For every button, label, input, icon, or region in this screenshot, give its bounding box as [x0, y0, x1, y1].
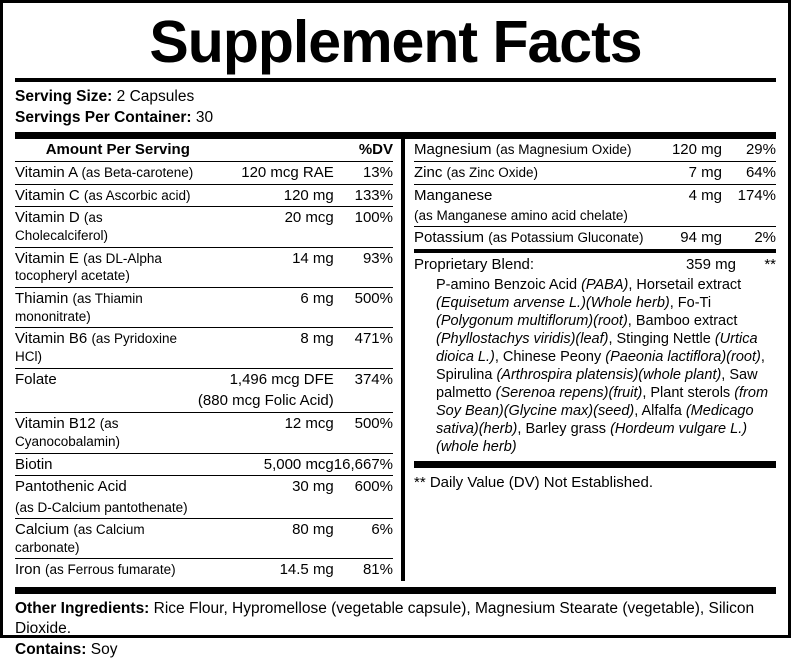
nutrient-dv: 16,667%: [334, 453, 393, 476]
nutrient-amount: 8 mg: [198, 328, 334, 368]
nutrient-dv: 64%: [722, 161, 776, 184]
amount-per-serving-header: Amount Per Serving: [15, 139, 198, 161]
serving-size-value: 2 Capsules: [116, 88, 195, 105]
other-ingredients: [15, 594, 776, 638]
blend-dv: **: [764, 255, 776, 273]
proprietary-blend-header: [414, 253, 776, 276]
serving-info: [15, 87, 776, 128]
nutrient-amount: 80 mg: [198, 518, 334, 558]
servings-per-container-label: Servings Per Container:: [15, 108, 192, 126]
nutrient-name: Magnesium: [414, 141, 492, 159]
nutrient-source: (as Beta-carotene): [81, 164, 194, 180]
nutrient-amount: 120 mg: [198, 184, 334, 207]
nutrient-name: Vitamin B12: [15, 415, 96, 433]
nutrition-table-right: [414, 139, 776, 249]
nutrient-dv: 600%: [354, 478, 393, 496]
serving-size-line: [15, 87, 776, 108]
table-row-continuation: [15, 498, 393, 518]
contains-statement: [15, 638, 776, 660]
nutrient-source: (as Manganese amino acid chelate): [414, 206, 667, 226]
serving-divider: [15, 132, 776, 139]
table-row: [15, 328, 393, 368]
table-header-row: [15, 139, 393, 161]
nutrition-column-left: [15, 139, 401, 581]
other-ingredients-value: Rice Flour, Hypromellose (vegetable capsule), Magnesium Stearate (vegetable), Silicon Dioxide.: [15, 599, 755, 637]
table-row: [15, 288, 393, 328]
contains-label: Contains:: [15, 641, 87, 659]
nutrition-columns: [15, 139, 776, 581]
nutrient-source: (as Magnesium Oxide): [495, 142, 632, 158]
nutrient-dv: 6%: [334, 518, 393, 558]
nutrient-name: Calcium: [15, 520, 70, 538]
nutrient-name: Vitamin A: [15, 163, 78, 181]
nutrient-name: Biotin: [15, 455, 53, 473]
nutrient-name: Iron: [15, 561, 41, 579]
serving-size-label: Serving Size:: [15, 88, 113, 105]
nutrient-source: (as DL-Alpha tocopheryl acetate): [15, 250, 162, 284]
nutrient-amount: 94 mg: [680, 229, 722, 247]
blend-ingredients: P-amino Benzoic Acid (PABA), Horsetail extract (Equisetum arvense L.)(Whole herb), Fo-Ti (Polygonum multiflorum)(root), Bamboo extract (Phyllostachys viridis)(leaf), Stinging Nettle (Urtica dioica L.), Chinese Peony (Paeonia lactiflora)(root), Spirulina (Arthrospira platensis)(whole plant), Saw palmetto (Serenoa repens)(fruit), Plant sterols (from Soy Bean)(Glycine max)(seed), Alfalfa (Medicago sativa)(herb), Barley grass (Hordeum vulgare L.)(whole herb): [436, 276, 769, 455]
servings-per-container-line: [15, 108, 776, 129]
nutrient-dv: 500%: [334, 413, 393, 453]
nutrient-source: (as Ascorbic acid): [83, 187, 191, 203]
nutrient-dv: 81%: [362, 561, 393, 579]
blend-divider-bottom: [414, 461, 776, 468]
nutrient-dv: 100%: [334, 207, 393, 247]
servings-per-container-value: 30: [195, 108, 214, 126]
table-row: [15, 161, 393, 184]
table-row: [15, 476, 393, 498]
nutrient-amount: 14 mg: [198, 247, 334, 287]
nutrient-amount: 120 mg: [667, 139, 722, 161]
nutrient-source: (as Pyridoxine HCl): [15, 331, 177, 365]
table-row: [15, 518, 393, 558]
table-row: [15, 247, 393, 287]
table-row-continuation: [15, 390, 393, 412]
page-title: Supplement Facts: [149, 9, 642, 75]
nutrient-name: Folate: [15, 370, 57, 388]
nutrient-dv: 471%: [334, 328, 393, 368]
table-row: [414, 161, 776, 184]
table-row: [15, 207, 393, 247]
nutrient-amount: 20 mcg: [198, 207, 334, 247]
table-row-continuation: [414, 206, 776, 226]
nutrient-source: (as Cholecalciferol): [15, 210, 109, 243]
bottom-divider: [15, 587, 776, 594]
nutrient-name: Vitamin E: [15, 249, 79, 267]
nutrient-amount: 5,000 mcg: [198, 453, 334, 476]
nutrient-amount: 4 mg: [688, 186, 722, 204]
nutrient-source: (as Calcium carbonate): [15, 521, 145, 555]
blend-name: Proprietary Blend:: [414, 255, 535, 273]
nutrient-name: Thiamin: [15, 290, 69, 308]
nutrient-source: (as Zinc Oxide): [446, 164, 539, 180]
nutrient-amount: 1,496 mcg DFE: [229, 370, 334, 388]
nutrient-dv: 133%: [334, 184, 393, 207]
nutrient-amount: 6 mg: [198, 288, 334, 328]
nutrient-dv: 2%: [754, 229, 776, 247]
nutrient-name: Zinc: [414, 163, 443, 181]
table-row: [15, 184, 393, 207]
nutrient-name: Manganese: [414, 186, 493, 204]
blend-amount: 359 mg: [685, 255, 736, 273]
nutrient-amount: 30 mg: [292, 478, 334, 496]
dv-footnote: ** Daily Value (DV) Not Established.: [414, 473, 653, 491]
nutrition-table-left: [15, 139, 393, 581]
nutrient-amount: 12 mcg: [198, 413, 334, 453]
nutrient-name: Pantothenic Acid: [15, 478, 127, 496]
other-ingredients-label: Other Ingredients:: [15, 599, 150, 617]
nutrient-dv: 374%: [354, 370, 393, 388]
nutrient-amount-secondary: (880 mcg Folic Acid): [198, 390, 334, 412]
nutrient-dv: 174%: [737, 186, 776, 204]
nutrient-amount: 7 mg: [667, 161, 722, 184]
nutrition-column-right: [405, 139, 776, 581]
title-divider: [15, 78, 776, 82]
nutrient-source: (as Thiamin mononitrate): [15, 291, 143, 324]
nutrient-name: Vitamin D: [15, 209, 80, 227]
nutrient-amount: 120 mcg RAE: [198, 161, 334, 184]
nutrient-source: (as Cyanocobalamin): [15, 416, 121, 449]
nutrient-dv: 13%: [334, 161, 393, 184]
nutrient-dv: 500%: [334, 288, 393, 328]
nutrient-dv: 29%: [722, 139, 776, 161]
nutrient-dv: 93%: [334, 247, 393, 287]
table-row: [15, 413, 393, 453]
contains-value: Soy: [90, 641, 118, 659]
table-row: [414, 139, 776, 161]
dv-header: %DV: [334, 139, 393, 161]
table-row: [15, 368, 393, 390]
table-row: [414, 184, 776, 206]
table-row: [414, 227, 776, 249]
nutrient-source: (as D-Calcium pantothenate): [15, 498, 198, 518]
table-row: [15, 559, 393, 581]
nutrient-name: Potassium: [414, 229, 485, 247]
nutrient-amount: 14.5 mg: [279, 561, 334, 579]
nutrient-name: Vitamin B6: [15, 330, 88, 348]
nutrient-source: (as Potassium Gluconate): [488, 230, 644, 246]
nutrient-source: (as Ferrous fumarate): [45, 562, 176, 578]
table-row: [15, 453, 393, 476]
nutrient-name: Vitamin C: [15, 186, 80, 204]
